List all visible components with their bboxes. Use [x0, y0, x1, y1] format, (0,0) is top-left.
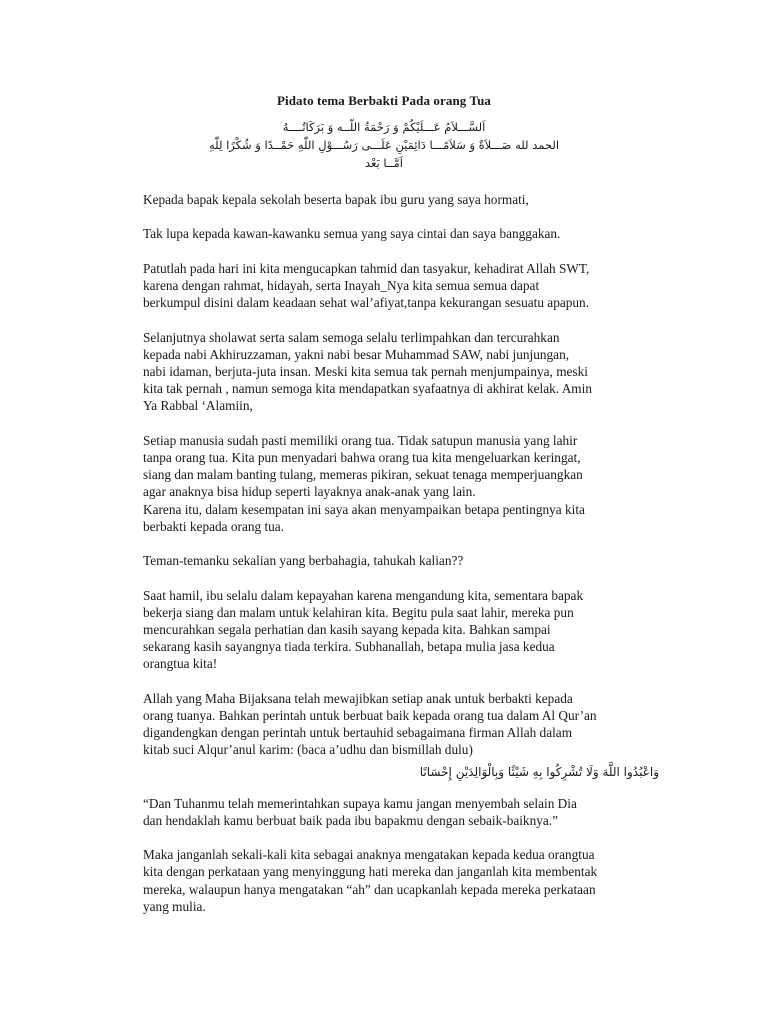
- paragraph: [143, 690, 663, 759]
- paragraph-line: Ya Rabbal ‘Alamiin,: [143, 398, 253, 414]
- paragraph-line: Saat hamil, ibu selalu dalam kepayahan karena mengandung kita, sementara bapak: [143, 587, 584, 603]
- paragraphs-top: [143, 191, 663, 759]
- paragraph-line: agar anaknya bisa hidup seperti layaknya anak-anak yang lain.: [143, 484, 476, 500]
- paragraph-line: kitab suci Alqur’anul karim: (baca a’udhu dan bismillah dulu): [143, 742, 473, 758]
- arabic-opening: [140, 118, 628, 172]
- paragraph-line: Teman-temanku sekalian yang berbahagia, tahukah kalian??: [143, 553, 464, 569]
- paragraph-line: bekerja siang dan malam untuk kelahiran kita. Begitu pula saat lahir, mereka pun: [143, 604, 574, 620]
- paragraph: [143, 260, 663, 312]
- speech-body: [143, 191, 663, 932]
- paragraph-line: Tak lupa kepada kawan-kawanku semua yang saya cintai dan saya banggakan.: [143, 226, 561, 242]
- paragraph: [143, 432, 663, 501]
- paragraph: [143, 795, 663, 829]
- paragraph-line: berbakti kepada orang tua.: [143, 518, 285, 534]
- paragraph-line: dan hendaklah kamu berbuat baik pada ibu bapakmu dengan sebaik-baiknya.”: [143, 812, 559, 828]
- paragraph-line: orangtua kita!: [143, 656, 218, 672]
- paragraph-line: Selanjutnya sholawat serta salam semoga selalu terlimpahkan dan tercurahkan: [143, 329, 560, 345]
- paragraph-line: sekarang kasih sayangnya tiada terkira. Subhanallah, betapa mulia jasa kedua: [143, 639, 555, 655]
- paragraph: [143, 191, 663, 208]
- paragraph-line: Patutlah pada hari ini kita mengucapkan tahmid dan tasyakur, kehadirat Allah SWT,: [143, 260, 590, 276]
- arabic-line: الحمد لله صَـــلاَةً وَ سَلاَمًـــا دَائِمَيْنِ عَلَـــى رَسُـــوْلِ اللّٰهِ حَمْــدًا وَ شُكْرًا لِلّٰهِ: [208, 138, 560, 152]
- paragraph-line: berkumpul disini dalam keadaan sehat wal’afiyat,tanpa kekurangan sesuatu apapun.: [143, 295, 590, 311]
- paragraph: [143, 329, 663, 415]
- paragraph-line: Kepada bapak kepala sekolah beserta bapak ibu guru yang saya hormati,: [143, 192, 529, 207]
- paragraph-line: kita tak pernah , namun semoga kita mendapatkan syafaatnya di akhirat kelak. Amin: [143, 381, 592, 397]
- paragraph-line: tanpa orang tua. Kita pun menyadari bahwa orang tua kita mengeluarkan keringat,: [143, 449, 581, 465]
- paragraph-line: orang tuanya. Bahkan perintah untuk berbuat baik kepada orang tua dalam Al Qur’an: [143, 707, 597, 723]
- paragraph-line: “Dan Tuhanmu telah memerintahkan supaya kamu jangan menyembah selain Dia: [143, 795, 577, 811]
- paragraphs-bottom: [143, 795, 663, 915]
- paragraph: [143, 587, 663, 673]
- arabic-line: اَمَّــا بَعْد: [364, 156, 404, 170]
- paragraph-line: yang mulia.: [143, 898, 206, 914]
- paragraph: [143, 552, 663, 569]
- document-title: Pidato tema Berbakti Pada orang Tua: [276, 93, 492, 108]
- paragraph-line: kepada nabi Akhiruzzaman, yakni nabi besar Muhammad SAW, nabi junjungan,: [143, 346, 570, 362]
- paragraph-line: Setiap manusia sudah pasti memiliki orang tua. Tidak satupun manusia yang lahir: [143, 432, 578, 448]
- paragraph-line: Karena itu, dalam kesempatan ini saya akan menyampaikan betapa pentingnya kita: [143, 501, 585, 517]
- paragraph-line: Maka janganlah sekali-kali kita sebagai anaknya mengatakan kepada kedua orangtua: [143, 847, 595, 863]
- paragraph-line: mereka, walaupun hanya mengatakan “ah” dan ucapkanlah kepada mereka perkataan: [143, 881, 596, 897]
- paragraph: [143, 501, 663, 535]
- paragraph-line: kita dengan perkataan yang menyinggung hati mereka dan janganlah kita membentak: [143, 864, 598, 880]
- paragraph: [143, 225, 663, 242]
- quran-verse: وَاعْبُدُوا اللَّهَ وَلَا تُشْرِكُوا بِهِ شَيْئًا وَبِالْوَالِدَيْنِ إِحْسَانًا: [419, 764, 659, 779]
- paragraph: [143, 846, 663, 915]
- paragraph-line: siang dan malam banting tulang, memeras pikiran, sekuat tenaga memperjuangkan: [143, 467, 583, 483]
- paragraph-line: mencurahkan segala perhatian dan kasih sayang kepada kita. Bahkan sampai: [143, 621, 551, 637]
- paragraph-line: karena dengan rahmat, hidayah, serta Inayah_Nya kita semua semua dapat: [143, 277, 540, 293]
- paragraph-line: Allah yang Maha Bijaksana telah mewajibkan setiap anak untuk berbakti kepada: [143, 690, 573, 706]
- arabic-line: اَلسَّـــلاَمُ عَـــلَيْكُمْ وَ رَحْمَةُ اللّــه وَ بَرَكَاتُــــهُ: [282, 120, 486, 134]
- paragraph-line: nabi idaman, berjuta-juta insan. Meski kita semua tak pernah menjumpainya, meski: [143, 363, 588, 379]
- paragraph-line: digandengkan dengan perintah untuk bertauhid sebagaimana firman Allah dalam: [143, 725, 573, 741]
